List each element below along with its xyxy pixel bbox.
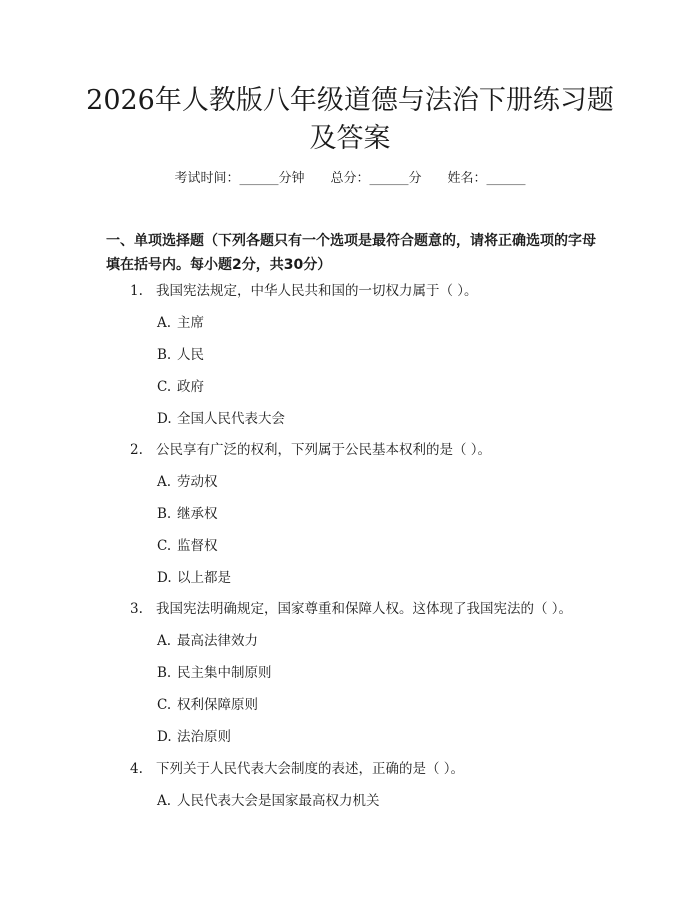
- question-1-option-c: [157, 378, 204, 396]
- question-number: 1.: [130, 283, 143, 299]
- question-4-option-a: [157, 792, 380, 810]
- question-text: 我国宪法明确规定，国家尊重和保障人权。这体现了我国宪法的（ ）。: [156, 601, 573, 617]
- exam-info-line: [0, 170, 700, 188]
- question-2-option-b: [157, 505, 218, 523]
- option-letter: D.: [157, 729, 172, 745]
- option-text: 民主集中制原则: [177, 665, 272, 681]
- option-letter: C.: [157, 697, 172, 713]
- question-text: 公民享有广泛的权利，下列属于公民基本权利的是（ ）。: [156, 442, 492, 458]
- option-text: 监督权: [177, 538, 218, 554]
- document-title-line-2: 及答案: [309, 123, 391, 154]
- total-score-field: 总分：______分: [330, 171, 422, 186]
- question-2-option-a: [157, 473, 218, 491]
- option-letter: A.: [157, 474, 172, 490]
- question-2-option-c: [157, 537, 218, 555]
- option-letter: D.: [157, 570, 172, 586]
- option-text: 政府: [177, 379, 204, 395]
- question-number: 2.: [130, 442, 143, 458]
- option-text: 人民: [177, 347, 204, 363]
- question-number: 4.: [130, 761, 143, 777]
- option-letter: A.: [157, 633, 172, 649]
- option-text: 最高法律效力: [177, 633, 258, 649]
- option-text: 以上都是: [177, 570, 231, 586]
- option-text: 继承权: [177, 506, 218, 522]
- option-letter: D.: [157, 411, 172, 427]
- question-text: 下列关于人民代表大会制度的表述，正确的是（ ）。: [156, 761, 465, 777]
- option-letter: B.: [157, 347, 172, 363]
- document-title-line-1: 2026年人教版八年级道德与法治下册练习题: [86, 85, 614, 116]
- student-name-field: 姓名：______: [447, 171, 526, 186]
- question-3-option-d: [157, 728, 231, 746]
- question-1-option-b: [157, 346, 204, 364]
- question-text: 我国宪法规定，中华人民共和国的一切权力属于（ ）。: [156, 283, 478, 299]
- option-letter: C.: [157, 538, 172, 554]
- option-text: 法治原则: [177, 729, 231, 745]
- question-1: [130, 282, 478, 300]
- option-letter: A.: [157, 793, 172, 809]
- option-letter: B.: [157, 665, 172, 681]
- question-1-option-d: [157, 410, 285, 428]
- question-4: [130, 760, 464, 778]
- option-text: 人民代表大会是国家最高权力机关: [177, 793, 380, 809]
- option-text: 权利保障原则: [177, 697, 258, 713]
- section-heading-line-1: 一、单项选择题（下列各题只有一个选项是最符合题意的，请将正确选项的字母: [106, 233, 596, 249]
- question-2-option-d: [157, 569, 231, 587]
- option-text: 主席: [177, 315, 204, 331]
- question-1-option-a: [157, 314, 204, 332]
- option-text: 全国人民代表大会: [177, 411, 285, 427]
- option-letter: B.: [157, 506, 172, 522]
- option-letter: C.: [157, 379, 172, 395]
- question-3-option-a: [157, 632, 258, 650]
- question-3-option-c: [157, 696, 258, 714]
- option-letter: A.: [157, 315, 172, 331]
- question-3-option-b: [157, 664, 272, 682]
- option-text: 劳动权: [177, 474, 218, 490]
- exam-time-field: 考试时间：______分钟: [174, 171, 305, 186]
- question-number: 3.: [130, 601, 143, 617]
- question-3: [130, 600, 572, 618]
- question-2: [130, 441, 491, 459]
- section-heading-line-2: 填在括号内。每小题2分，共30分）: [106, 257, 332, 273]
